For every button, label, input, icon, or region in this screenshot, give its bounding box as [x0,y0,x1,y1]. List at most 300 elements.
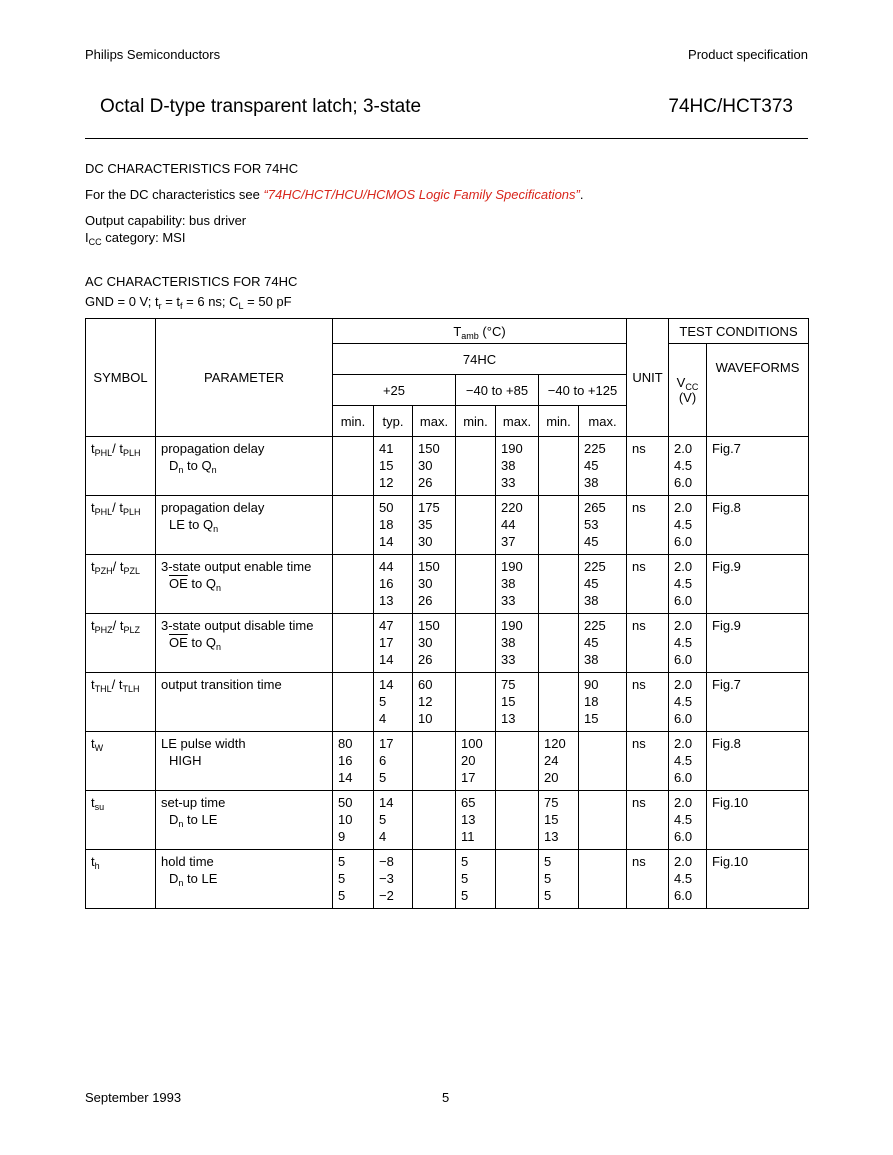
value: 5 [379,812,387,827]
output-capability: Output capability: bus driver [85,213,247,228]
vcc-v: V [676,375,686,390]
parameter-name: 3-state output disable time [161,618,314,633]
value: 4 [379,711,387,726]
value: 5 [544,871,552,886]
vcc-cell [669,850,707,909]
value: 37 [501,534,516,549]
value: 30 [418,635,433,650]
value-cell-max25 [413,673,456,732]
vcc-value: 2.0 [674,618,693,633]
vcc-value: 2.0 [674,441,693,456]
value-cell-min25 [333,850,374,909]
value-cell-max85 [496,791,539,850]
value: 150 [418,559,440,574]
parameter-detail-a: HIGH [169,753,202,768]
value: 12 [418,694,433,709]
value: 30 [418,576,433,591]
value: 13 [544,829,559,844]
value-cell-typ25 [374,850,413,909]
parameter-cell [156,850,333,909]
value: 45 [584,534,599,549]
vcc-value: 4.5 [674,753,693,768]
vcc-cell [669,555,707,614]
vcc-value: 4.5 [674,576,693,591]
value: −2 [379,888,394,903]
parameter-detail-sub: n [213,524,219,534]
value-cell-max125 [579,614,627,673]
icc-value: category: MSI [101,230,186,245]
vcc-cell [669,496,707,555]
table-row [86,732,809,791]
part-number: 74HC/HCT373 [668,96,793,117]
value: 41 [379,441,394,456]
value: 47 [379,618,394,633]
tamb-t: T [453,323,462,339]
value-cell-max85 [496,850,539,909]
vcc-value: 4.5 [674,812,693,827]
value-cell-max25 [413,555,456,614]
parameter-detail-sub: n [215,642,221,652]
parameter-detail-b: to Q [187,635,216,650]
value-cell-max25 [413,791,456,850]
vcc-cell [669,437,707,496]
icc-category [85,230,185,245]
value-cell-max85 [496,437,539,496]
value: 17 [379,736,394,751]
document-type: Product specification [688,47,808,62]
parameter-detail [161,457,327,474]
col-max-125: max. [579,406,627,437]
value-cell-typ25 [374,673,413,732]
unit-cell: ns [627,850,669,909]
value-cell-min25 [333,732,374,791]
unit-cell: ns [627,437,669,496]
symbol-cell [86,673,156,732]
unit-cell: ns [627,555,669,614]
cond-cl-sub: L [238,301,244,311]
parameter-cell [156,673,333,732]
dc-reference [85,187,583,202]
vcc-value: 6.0 [674,652,693,667]
parameter-cell [156,791,333,850]
value: 100 [461,736,483,751]
value-cell-max25 [413,614,456,673]
col-temp-85: −40 to +85 [456,375,539,406]
parameter-detail [161,516,327,533]
vcc-cell [669,732,707,791]
parameter-detail-a: D [169,812,179,827]
value-cell-max125 [579,496,627,555]
table-row [86,437,809,496]
value-cell-typ25 [374,555,413,614]
waveform-cell: Fig.8 [707,732,809,791]
value: 225 [584,559,606,574]
value: 45 [584,458,599,473]
value-cell-min25 [333,437,374,496]
value: 38 [584,475,599,490]
value: 150 [418,618,440,633]
value-cell-max85 [496,732,539,791]
unit-cell: ns [627,614,669,673]
parameter-detail-b: to Q [187,576,216,591]
value-cell-typ25 [374,732,413,791]
symbol-sep: / t [111,677,123,692]
value-cell-max85 [496,496,539,555]
table-row [86,673,809,732]
value: 75 [544,795,559,810]
parameter-detail-b: to LE [183,871,218,886]
vcc-unit: (V) [678,390,697,405]
value-cell-min25 [333,614,374,673]
table-row [86,555,809,614]
symbol-sub: PLH [122,448,141,458]
vcc-value: 2.0 [674,500,693,515]
parameter-detail-a: D [169,458,179,473]
value: 20 [544,770,559,785]
vcc-value: 2.0 [674,736,693,751]
parameter-detail-a: $\overline{OE}$ [169,576,188,591]
value: 30 [418,458,433,473]
cond-gnd: GND = 0 V; t [85,294,159,309]
value: 12 [379,475,394,490]
symbol-sub: PLH [122,507,141,517]
dc-ref-suffix: . [579,187,584,202]
waveform-cell: Fig.7 [707,673,809,732]
waveform-cell: Fig.10 [707,850,809,909]
value: 20 [461,753,476,768]
value-cell-min85 [456,673,496,732]
value: 5 [338,854,346,869]
value: 18 [584,694,599,709]
value: 16 [338,753,353,768]
symbol-main: t [91,441,95,456]
col-max-25: max. [413,406,456,437]
unit-cell: ns [627,791,669,850]
value: 5 [338,871,346,886]
vcc-value: 6.0 [674,770,693,785]
waveform-cell: Fig.7 [707,437,809,496]
parameter-name: set-up time [161,795,226,810]
value: 38 [501,576,516,591]
col-test-conditions: TEST CONDITIONS [669,319,809,344]
symbol-sub: W [94,743,104,753]
table-row [86,791,809,850]
value: 14 [379,534,394,549]
parameter-name: LE pulse width [161,736,246,751]
value: 5 [379,770,387,785]
ac-table-body [86,437,809,909]
value: 10 [418,711,433,726]
parameter-name: hold time [161,854,214,869]
value-cell-typ25 [374,614,413,673]
symbol-main: t [91,559,95,574]
value: 38 [501,458,516,473]
symbol-sub: PZH [94,566,113,576]
company-name: Philips Semiconductors [85,47,221,62]
value: −3 [379,871,394,886]
parameter-name: propagation delay [161,500,265,515]
parameter-cell [156,555,333,614]
col-tamb [333,319,627,344]
vcc-value: 2.0 [674,677,693,692]
value: 190 [501,441,523,456]
unit-cell: ns [627,732,669,791]
value: 38 [584,593,599,608]
ac-characteristics-table [85,318,809,909]
col-unit: UNIT [627,319,669,437]
cond-eq: = t [161,294,181,309]
symbol-sub: THL [94,684,112,694]
unit-cell: ns [627,673,669,732]
waveform-cell: Fig.9 [707,555,809,614]
value: 80 [338,736,353,751]
value: 38 [501,635,516,650]
value: 190 [501,559,523,574]
symbol-cell [86,732,156,791]
col-min-85: min. [456,406,496,437]
parameter-detail-sub: n [178,819,184,829]
unit-cell: ns [627,496,669,555]
symbol-cell [86,555,156,614]
vcc-value: 2.0 [674,795,693,810]
value-cell-typ25 [374,791,413,850]
vcc-value: 6.0 [674,593,693,608]
symbol-sub: PHL [94,507,113,517]
vcc-value: 4.5 [674,871,693,886]
value: 15 [584,711,599,726]
value: 14 [338,770,353,785]
parameter-detail-a: $\overline{OE}$ [169,635,188,650]
waveform-cell: Fig.10 [707,791,809,850]
ac-conditions [85,294,292,309]
col-temp-25: +25 [333,375,456,406]
symbol-sub: PHL [94,448,113,458]
value: 15 [379,458,394,473]
ac-heading: AC CHARACTERISTICS FOR 74HC [85,274,298,289]
value-cell-typ25 [374,437,413,496]
value: 90 [584,677,599,692]
value: 26 [418,593,433,608]
value: 30 [418,534,433,549]
tamb-unit: (°C) [478,323,506,339]
dc-heading: DC CHARACTERISTICS FOR 74HC [85,161,299,176]
value: 5 [544,854,552,869]
parameter-cell [156,496,333,555]
vcc-cell [669,614,707,673]
col-min-125: min. [539,406,579,437]
parameter-cell [156,732,333,791]
symbol-main: t [91,618,95,633]
value: 50 [338,795,353,810]
col-typ-25: typ. [374,406,413,437]
value: 190 [501,618,523,633]
value: 10 [338,812,353,827]
vcc-value: 2.0 [674,854,693,869]
value: 26 [418,652,433,667]
parameter-cell [156,614,333,673]
value-cell-min125 [539,732,579,791]
page-number: 5 [442,1090,450,1105]
symbol-sub: PLZ [123,625,140,635]
value: 15 [544,812,559,827]
value: 5 [544,888,552,903]
value: 5 [461,888,469,903]
parameter-name: propagation delay [161,441,265,456]
waveform-cell: Fig.8 [707,496,809,555]
col-family: 74HC [333,344,627,375]
symbol-sep: / t [112,559,124,574]
value-cell-min125 [539,437,579,496]
value: 60 [418,677,433,692]
value-cell-min25 [333,496,374,555]
value: 38 [584,652,599,667]
vcc-value: 6.0 [674,534,693,549]
value-cell-min25 [333,673,374,732]
value: 14 [379,677,394,692]
value: 75 [501,677,516,692]
value-cell-min85 [456,437,496,496]
value: 44 [501,517,516,532]
parameter-detail-sub: n [215,583,221,593]
value: 33 [501,593,516,608]
symbol-sub: h [94,861,100,871]
value: 5 [338,888,346,903]
value: 24 [544,753,559,768]
col-vcc [669,344,707,437]
col-min-25: min. [333,406,374,437]
symbol-main: t [91,854,95,869]
value: 120 [544,736,566,751]
value: 44 [379,559,394,574]
value: 18 [379,517,394,532]
vcc-value: 2.0 [674,559,693,574]
value: 9 [338,829,346,844]
value-cell-min25 [333,791,374,850]
value: 11 [461,829,475,844]
parameter-detail [161,575,327,592]
vcc-value: 4.5 [674,635,693,650]
value: 45 [584,635,599,650]
value: 17 [461,770,476,785]
value: 17 [379,635,394,650]
value: 65 [461,795,476,810]
value: 5 [379,694,387,709]
value: 6 [379,753,387,768]
vcc-value: 6.0 [674,711,693,726]
value-cell-max85 [496,555,539,614]
vcc-cell [669,791,707,850]
value: 50 [379,500,394,515]
table-row [86,496,809,555]
value: 4 [379,829,387,844]
value: 15 [501,694,516,709]
parameter-name: output transition time [161,677,282,692]
symbol-cell [86,496,156,555]
value-cell-max25 [413,437,456,496]
table-row [86,614,809,673]
value-cell-max85 [496,614,539,673]
parameter-detail-sub: n [211,465,217,475]
value-cell-min85 [456,850,496,909]
vcc-value: 4.5 [674,517,693,532]
value: 14 [379,652,394,667]
symbol-main: t [91,795,95,810]
symbol-sub: su [94,802,105,812]
vcc-sub: CC [685,382,699,392]
value: 13 [379,593,394,608]
parameter-detail-a: D [169,871,179,886]
value: 33 [501,475,516,490]
symbol-sub: TLH [122,684,140,694]
value-cell-max125 [579,791,627,850]
value: 150 [418,441,440,456]
vcc-value: 6.0 [674,829,693,844]
icc-sub: CC [88,237,102,247]
dc-ref-link[interactable]: “74HC/HCT/HCU/HCMOS Logic Family Specifications” [263,187,580,202]
parameter-name: 3-state output enable time [161,559,312,574]
symbol-cell [86,437,156,496]
value-cell-max125 [579,673,627,732]
parameter-detail [161,752,327,769]
value-cell-max125 [579,732,627,791]
value-cell-min25 [333,555,374,614]
value: 5 [461,854,469,869]
vcc-value: 6.0 [674,888,693,903]
value-cell-min85 [456,555,496,614]
col-temp-125: −40 to +125 [539,375,627,406]
value-cell-max125 [579,850,627,909]
header-divider [85,138,808,139]
value-cell-min85 [456,791,496,850]
cond-tf-sub: f [180,301,183,311]
col-symbol: SYMBOL [86,319,156,437]
symbol-cell [86,850,156,909]
waveform-cell: Fig.9 [707,614,809,673]
value: 13 [501,711,516,726]
col-waveforms: WAVEFORMS [707,344,809,437]
value: 45 [584,576,599,591]
value-cell-max25 [413,496,456,555]
value-cell-min125 [539,791,579,850]
parameter-cell [156,437,333,496]
value: 220 [501,500,523,515]
symbol-sub: PZL [123,566,140,576]
footer-date: September 1993 [85,1090,182,1105]
table-row [86,850,809,909]
value-cell-min125 [539,496,579,555]
icc-label: I [85,230,89,245]
parameter-detail [161,634,327,651]
value: −8 [379,854,394,869]
vcc-value: 4.5 [674,458,693,473]
value: 13 [461,812,476,827]
symbol-cell [86,614,156,673]
value: 225 [584,618,606,633]
value-cell-min125 [539,673,579,732]
value: 16 [379,576,394,591]
value-cell-min85 [456,614,496,673]
vcc-value: 4.5 [674,694,693,709]
value-cell-max125 [579,555,627,614]
parameter-detail [161,870,327,887]
col-parameter: PARAMETER [156,319,333,437]
symbol-main: t [91,500,95,515]
value: 33 [501,652,516,667]
value-cell-max125 [579,437,627,496]
value-cell-min125 [539,850,579,909]
value: 35 [418,517,433,532]
value-cell-min125 [539,555,579,614]
